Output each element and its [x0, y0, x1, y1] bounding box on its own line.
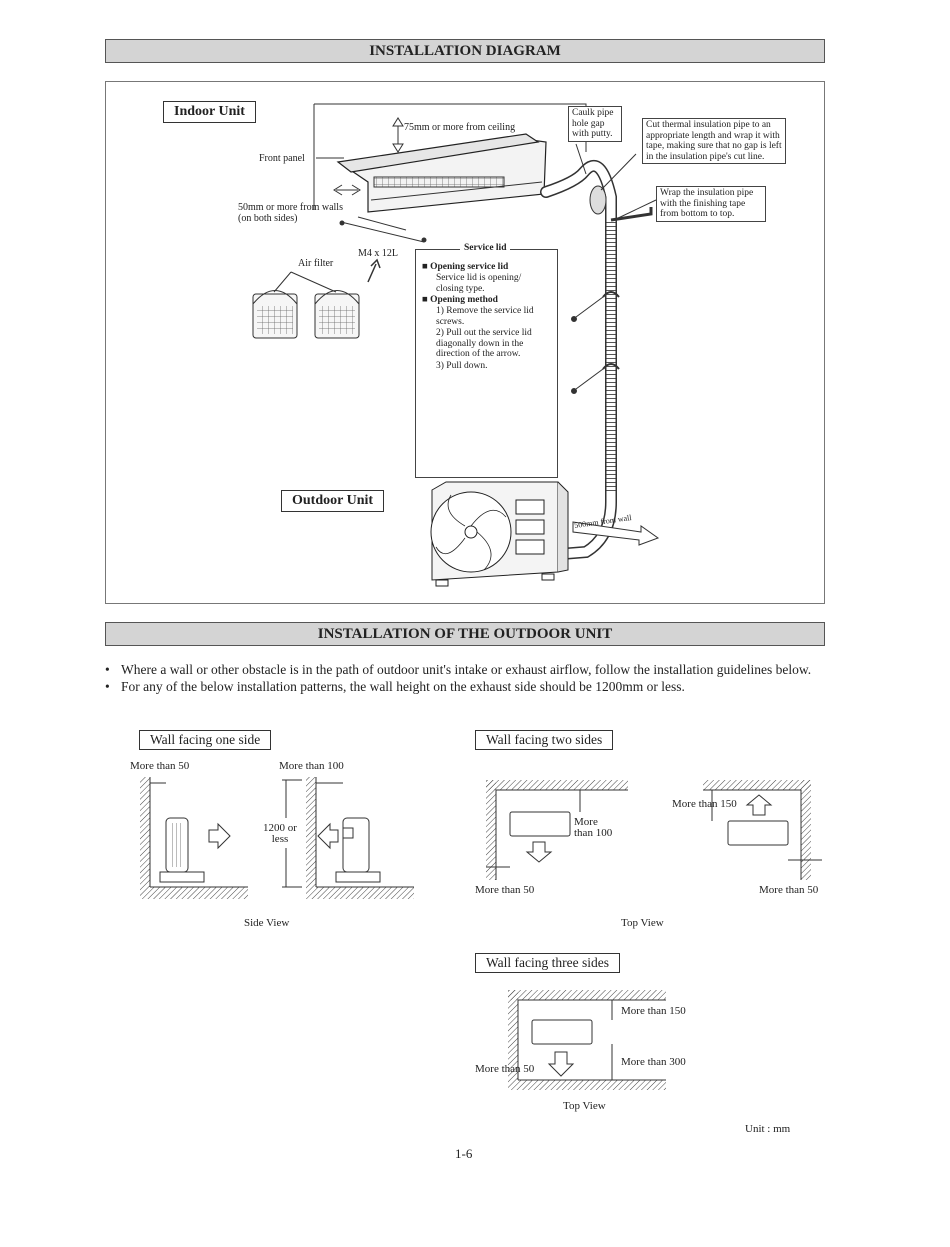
front-panel-label: Front panel	[259, 153, 305, 164]
indoor-unit-label: Indoor Unit	[163, 101, 256, 123]
one-side-height-sub-label: less	[271, 833, 289, 845]
one-side-title: Wall facing one side	[139, 730, 271, 750]
two-sides-right50-label: More than 50	[759, 884, 819, 896]
one-side-right-drawing	[282, 777, 414, 899]
three-sides-title: Wall facing three sides	[475, 953, 620, 973]
three-sides-more300-label: More than 300	[621, 1056, 686, 1068]
page-number: 1-6	[455, 1146, 473, 1161]
one-side-more100-label: More than 100	[279, 760, 344, 772]
two-sides-top-view-caption: Top View	[621, 917, 664, 929]
air-filter-label: Air filter	[298, 258, 334, 269]
service-lid-title: Service lid	[460, 243, 510, 254]
ceiling-gap-label: 75mm or more from ceiling	[404, 122, 516, 133]
caulk-callout: Caulk pipe hole gap with putty.	[568, 106, 622, 142]
three-sides-more50-label: More than 50	[475, 1063, 535, 1075]
two-sides-more100-label: More	[574, 816, 598, 828]
screw-label: M4 x 12L	[358, 248, 398, 259]
guideline-item: • Where a wall or other obstacle is in the path of outdoor unit's intake or exhaust airflow, follow the installation guidelines below.	[105, 662, 812, 677]
wall-gap-label: 50mm or more from walls	[238, 202, 343, 213]
one-side-height-label: 1200 or	[263, 822, 297, 834]
two-sides-right-drawing	[703, 780, 822, 880]
outdoor-gap-label: 500mm from wall	[573, 513, 633, 530]
opening-lid-text: Service lid is opening/ closing type.	[436, 273, 522, 294]
cut-pipe-callout: Cut thermal insulation pipe to an appropriate length and wrap it with tape, making sure that no gap is left in the insulation pipe's cut line.	[642, 118, 786, 164]
installation-diagram-header: INSTALLATION DIAGRAM	[105, 39, 825, 63]
method-step-3: 3) Pull down.	[436, 361, 488, 371]
one-side-left-drawing	[140, 777, 248, 899]
one-side-more50-label: More than 50	[130, 760, 190, 772]
wall-gap-sub-label: (on both sides)	[238, 213, 298, 224]
method-heading: ■ Opening method	[422, 295, 498, 305]
method-step-1: 1) Remove the service lid screws.	[436, 306, 534, 327]
unit-note: Unit : mm	[745, 1123, 791, 1135]
two-sides-left50-label: More than 50	[475, 884, 535, 896]
two-sides-title: Wall facing two sides	[475, 730, 613, 750]
two-sides-more100-sub-label: than 100	[574, 827, 613, 839]
two-sides-more150-label: More than 150	[672, 798, 737, 810]
guideline-item: • For any of the below installation patterns, the wall height on the exhaust side should be 1200mm or less.	[105, 679, 685, 694]
opening-lid-heading: ■ Opening service lid	[422, 262, 509, 272]
outdoor-unit-label: Outdoor Unit	[281, 490, 384, 512]
three-sides-more150-label: More than 150	[621, 1005, 686, 1017]
three-sides-top-view-caption: Top View	[563, 1100, 606, 1112]
wrap-pipe-callout: Wrap the insulation pipe with the finishing tape from bottom to top.	[656, 186, 766, 222]
side-view-caption: Side View	[244, 917, 290, 929]
outdoor-unit-header: INSTALLATION OF THE OUTDOOR UNIT	[105, 622, 825, 646]
method-step-2: 2) Pull out the service lid diagonally down in the direction of the arrow.	[436, 328, 532, 359]
